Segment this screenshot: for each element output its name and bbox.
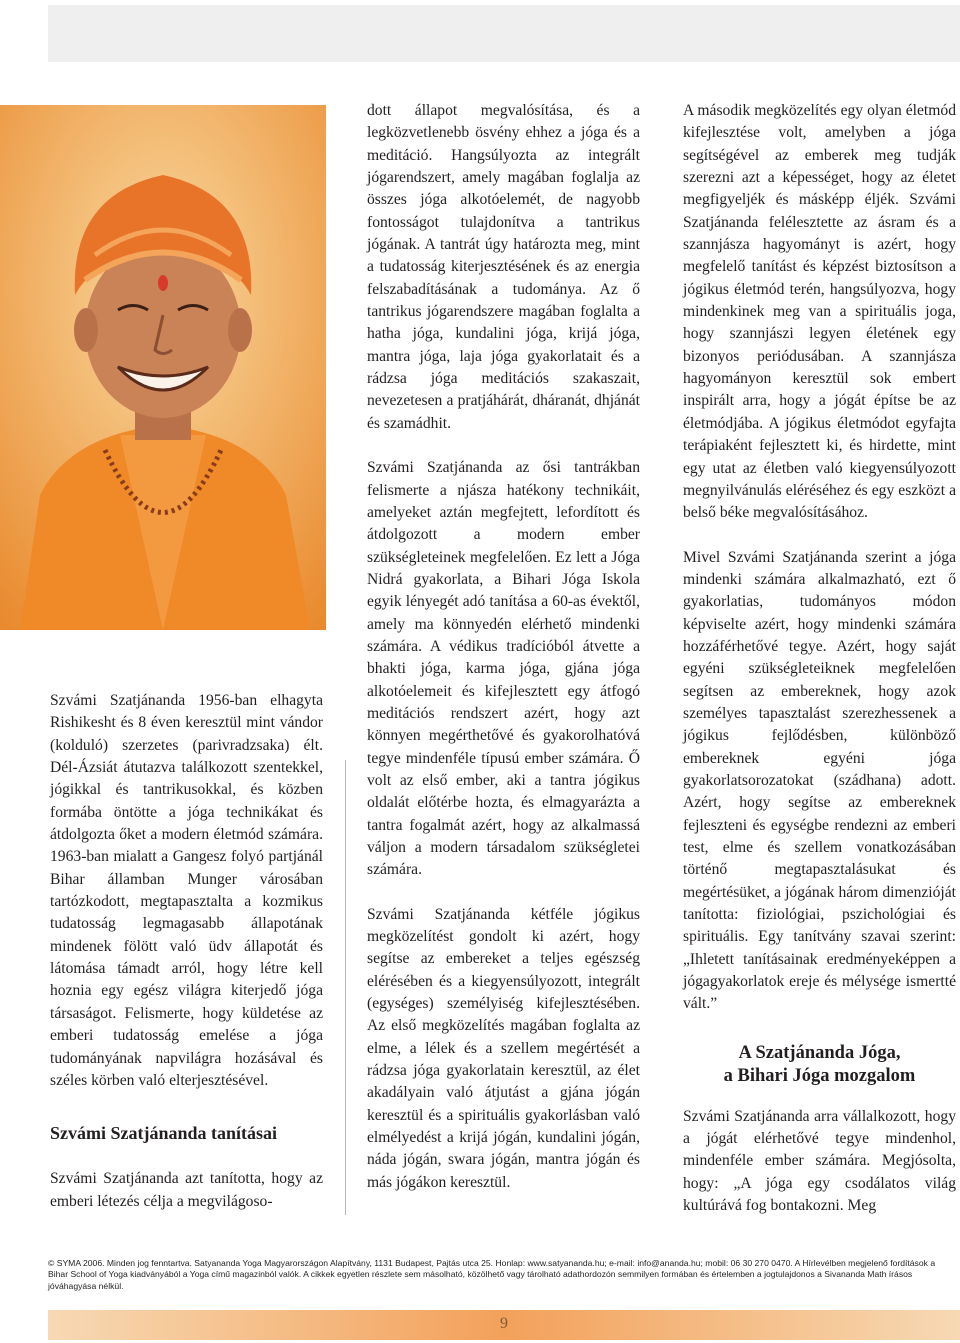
paragraph: Mivel Szvámi Szatjánanda szerint a jóga mindenki számára alkalmazható, ezt ő gyakorlatias, tudományos módon képviselte azért, hogy mindenki számára hozzáférhetővé tegye. Azért, hogy saját egyéni szükségleteiknek megfelelően segítsen az embereknek, hogy azok személyes tapasztalást szerezhessenek a jógikus fejlődésben, különböző embereknek egyéni jóga gyakorlatsorozatokat (szádhana) adott. Azért, hogy segítse az embereknek fejleszteni és egységbe rendezni az emberi test, elme és szellem vonatkozásában történő megtapasztalásukat és megértésüket, a jógának három dimenzióját tanította: fiziológiai, pszichológiai és spirituális. Egy tanítvány szavai szerint: „Ihletett tanításainak eredményeképpen a jógagyakorlatok ereje és mélysége ismertté vált.” bbox=[683, 548, 956, 1013]
portrait-photo bbox=[0, 105, 326, 630]
page-number: 9 bbox=[500, 1315, 508, 1332]
column-3 bbox=[683, 100, 956, 1217]
column-2 bbox=[367, 100, 640, 1194]
paragraph: Szvámi Szatjánanda 1956-ban elhagyta Rishikesht és 8 éven keresztül mint vándor (kolduló) szerzetes (parivradzsaka) élt. Dél-Ázsiát átutazva találkozott szentekkel, jógikkal és tantrikusokkal, és közben formába öntötte a jóga technikákat és átdolgozta őket a modern életmód számára. 1963-ban mialatt a Gangesz folyó partjánál Bihar államban Munger városában tartózkodott, megtapasztalta a kozmikus tudatosság legmagasabb állapotának mindenek fölött való üdv állapotát és látomása támadt arról, hogy létre kell hoznia egy egész világra kiterjedő jóga társaságot. Felismerte, hogy küldetése az emberi tudatosság emelése a jóga tudományának napvilágra hozásával és széles körben való elterjesztésével. bbox=[50, 692, 323, 1089]
heading-line: A Szatjánanda Jóga, bbox=[738, 1042, 901, 1063]
section-heading: Szvámi Szatjánanda tanításai bbox=[50, 1123, 278, 1144]
paragraph: Szvámi Szatjánanda azt tanította, hogy az emberi létezés célja a megvilágoso- bbox=[50, 1170, 323, 1210]
copyright-notice: © SYMA 2006. Minden jog fenntartva. Satyananda Yoga Magyarországon Alapítvány, 1131 Budapest, Pajtás utca 25. Honlap: www.satyananda.hu; e-mail: info@ananda.hu; mobil: 06 30 270 0470. A Hírlevélben megjelenő fordítások a Bihar School of Yoga kiadványából a Yoga című magazinból valók. A cikkek egyetlen részlete sem másolható, közölhető vagy tárolható adathordozón semmilyen formában és értelemben a jogtulajdonos a Sivananda Math írásos jóváhagyása nélkül. bbox=[48, 1258, 936, 1291]
paragraph: dott állapot megvalósítása, és a legközvetlenebb ösvény ehhez a jóga és a meditáció. Hangsúlyozta az integrált jógarendszert, amely magában foglalja az összes jóga alkotóelemét, de nagyobb fontosságot tulajdonítva a tantrikus jógának. A tantrát úgy határozta meg, mint a tudatosság kiterjesztésének és az energia felszabadításának a tudománya. Az ő tantrikus jógarendszere magában foglalta a hatha jóga, kundalini jóga, krijá jóga, mantra jóga, laja jóga gyakorlatait és a rádzsa jóga meditációs szakaszait, nevezetesen a pratjáhárát, dháranát, dhjánát és szamádhit. bbox=[367, 102, 640, 432]
section-heading bbox=[683, 1042, 956, 1088]
column-divider bbox=[345, 760, 346, 1215]
paragraph: Szvámi Szatjánanda arra vállalkozott, hogy a jógát elérhetővé tegye mindenhol, mindenféle ember számára. Megjósolta, hogy: „A jóga egy csodálatos világ kultúrává fog bontakozni. Meg bbox=[683, 1107, 956, 1215]
paragraph: Szvámi Szatjánanda az ősi tantrákban felismerte a njásza hatékony technikáit, amelyeket aztán megfejtett, lefordított és átdolgozott a modern ember szükségleteinek megfelelően. Ez lett a Jóga Nidrá gyakorlata, a Bihari Jóga Iskola egyik lényegét adó tanítása a 60-as évektől, amely ma könnyedén elérhető mindenki számára. A védikus tradícióból átvette a bhakti jóga, karma jóga, gjána jóga alkotóelemeit és kifejlesztett egy átfogó meditációs rendszert azért, hogy azt könnyen megérthetővé és gyakorolhatóvá tegye mindenféle típusú ember számára. Ő volt az első ember, aki a tantra jógikus oldalát előtérbe hozta, és elmagyarázta a tantra fogalmát azért, hogy az alkalmassá váljon a modern társadalom szükségletei számára. bbox=[367, 459, 640, 879]
footer-bar bbox=[48, 1310, 960, 1340]
paragraph: A második megközelítés egy olyan életmód kifejlesztése volt, amelyben a jóga segítségével az emberek meg tudják szerezni azt a képességet, hogy az életet megfigyeljék és másképp éljék. Szvámi Szatjánanda felélesztette az ásram és a szannjásza hagyományt is azért, hogy megfelelő tanítást és képzést biztosítson a jógikus életmód terén, hangsúlyozva, hogy mindenkinek meg van a spirituális joga, hogy szannjászi legyen életének egy bizonyos periódusában. A szannjásza hagyományon keresztül sok embert inspirált arra, hogy a jógát építse be az életmódjába. A jógikus életmódot egyfajta terápiaként fejlesztett ki, és hirdette, mint egy utat az életben való kiegyensúlyozott megnyilvánulás eléréséhez és egy eszközt a belső béke megvalósításához. bbox=[683, 102, 956, 522]
header-bar bbox=[48, 5, 960, 62]
column-1 bbox=[50, 690, 323, 1213]
paragraph: Szvámi Szatjánanda kétféle jógikus megközelítést gondolt ki azért, hogy segítse az embereket a teljes egészség elérésében és a kiegyensúlyozott, integrált (egységes) személyiség kifejlesztésében. Az első megközelítés magában foglalta az elme, a lélek és a szellem megértését a rádzsa jóga gyakorlatain keresztül, az élet akadályain való átjutást a gjána jógán keresztül és a spirituális gyakorlásban való elmélyedést a krijá jógán, kundalini jógán, náda jógán, swara jógán, mantra jógán és más jógákon keresztül. bbox=[367, 905, 640, 1191]
heading-line: a Bihari Jóga mozgalom bbox=[723, 1065, 916, 1086]
